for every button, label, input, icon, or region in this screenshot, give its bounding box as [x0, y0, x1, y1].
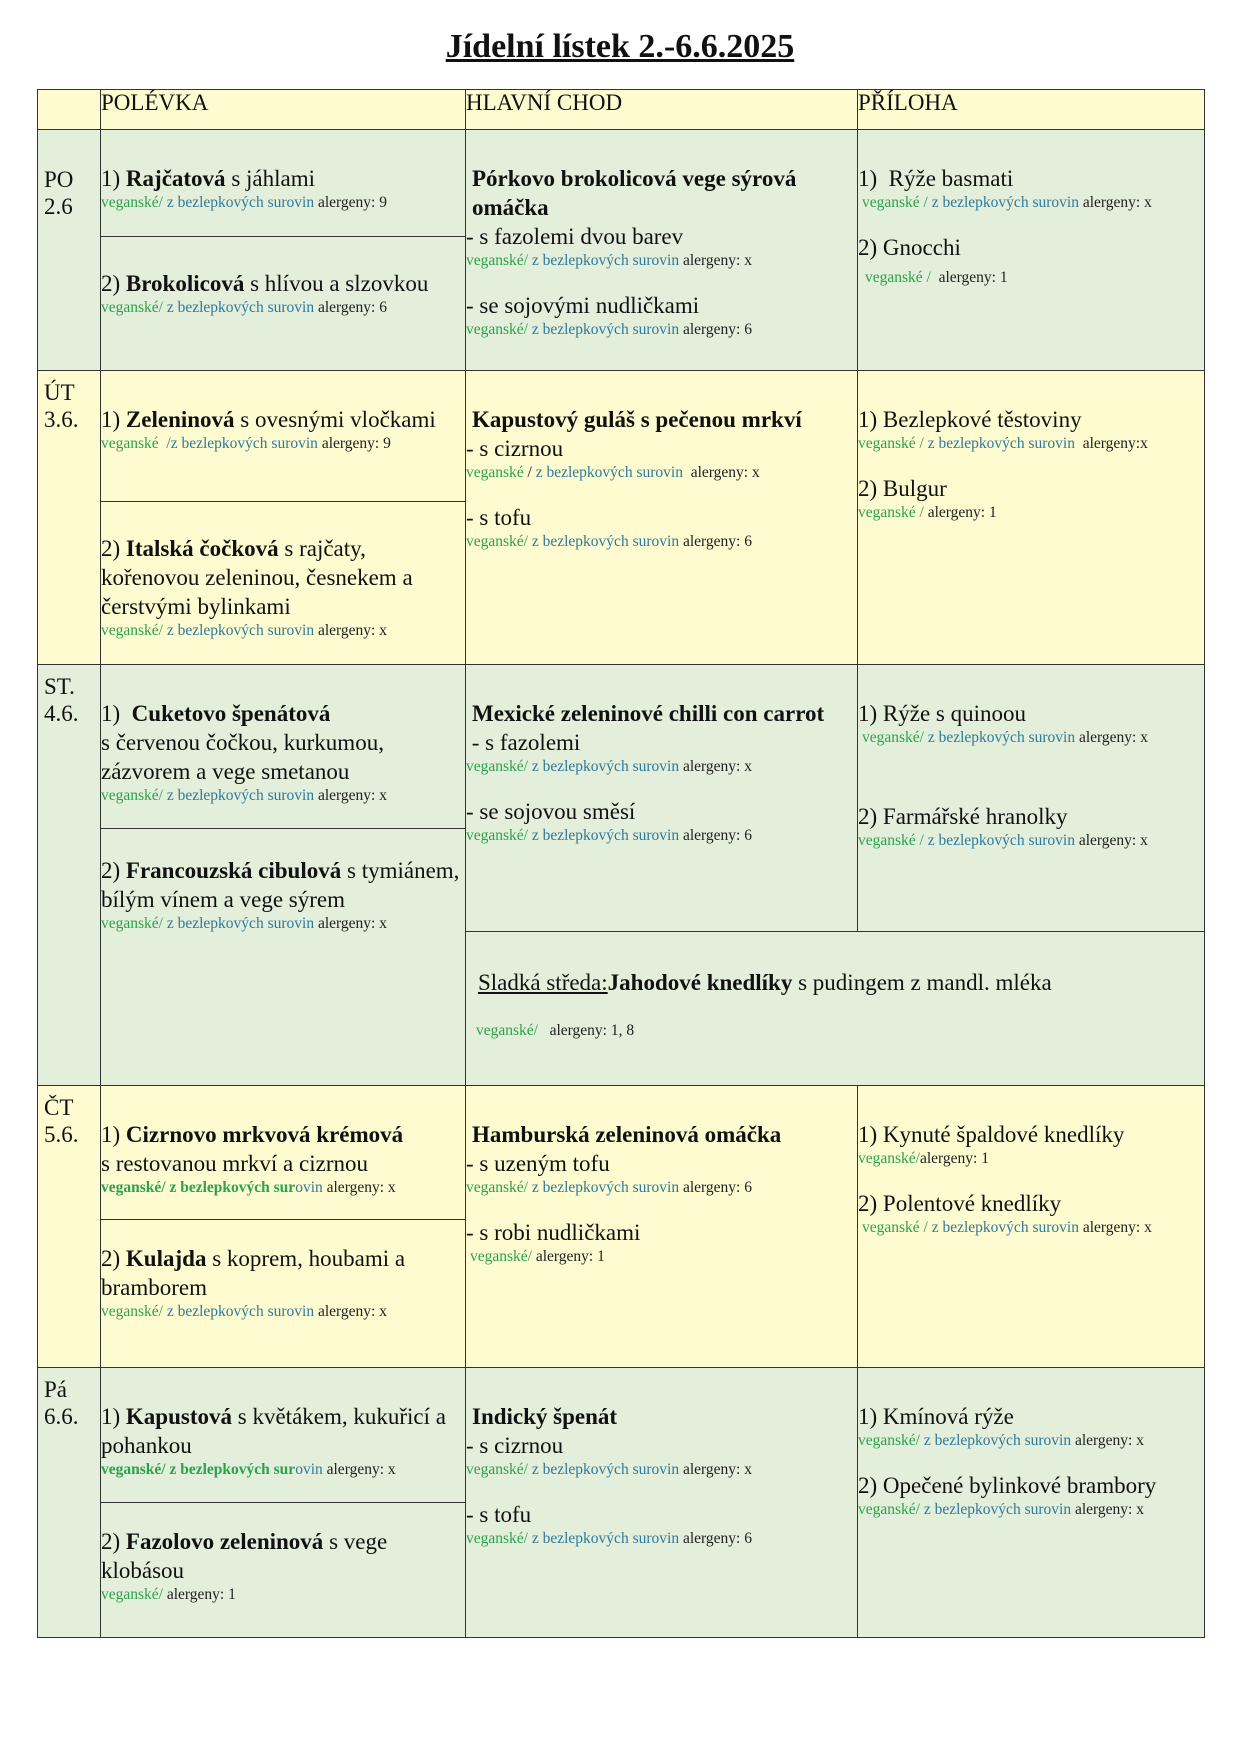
day-date: 2.6: [44, 194, 73, 219]
dish-tags: veganské/alergeny: 1: [858, 1150, 989, 1167]
main-cell: Pórkovo brokolicová vege sýrová omáčka - s fazolemi dvou barev veganské/ z bezlepkových surovin alergeny: x - se sojovými nudličkami veganské/ z bezlepkových surovin alergeny: 6: [466, 130, 858, 371]
day-cell-tuesday: ÚT 3.6.: [38, 371, 101, 665]
soup-cell: 2) Francouzská cibulová s tymiánem, bílým vínem a vege sýrem veganské/ z bezlepkových surovin alergeny: x: [101, 829, 466, 1086]
header-main: HLAVNÍ CHOD: [466, 90, 858, 130]
dish-tags: veganské/ alergeny: 1: [470, 1248, 605, 1265]
dish-tags: veganské / z bezlepkových surovin alergeny: x: [862, 1219, 1152, 1236]
soup-cell: 1) Rajčatová s jáhlami veganské/ z bezlepkových surovin alergeny: 9: [101, 130, 466, 237]
soup-cell: 2) Fazolovo zeleninová s vege klobásou veganské/ alergeny: 1: [101, 1503, 466, 1638]
main-name: Hamburská zeleninová omáčka: [472, 1122, 782, 1147]
dish-tags: veganské/ z bezlepkových surovin alergeny: x: [101, 622, 387, 639]
main-cell: Mexické zeleninové chilli con carrot - s fazolemi veganské/ z bezlepkových surovin alergeny: x - se sojovou směsí veganské/ z bezlepkových surovin alergeny: 6: [466, 665, 858, 932]
sweet-wednesday-cell: Sladká středa:Jahodové knedlíky s pudingem z mandl. mléka veganské/ alergeny: 1, 8: [466, 932, 1205, 1086]
dish-tags: veganské/ z bezlepkových surovin alergeny: x: [466, 1461, 752, 1478]
header-soup: POLÉVKA: [101, 90, 466, 130]
dish-tags: veganské/ z bezlepkových surovin alergeny: 6: [466, 533, 752, 550]
main-name: Pórkovo brokolicová vege sýrová omáčka: [472, 166, 797, 220]
side-cell: 1) Rýže s quinoou veganské/ z bezlepkových surovin alergeny: x 2) Farmářské hranolky veganské / z bezlepkových surovin alergeny: x: [858, 665, 1205, 932]
header-row: [38, 90, 1205, 130]
main-name: Mexické zeleninové chilli con carrot: [472, 701, 825, 726]
monday-row: [38, 130, 1205, 237]
dish-tags: veganské/ z bezlepkových surovin alergeny: x: [101, 1179, 396, 1196]
dish-tags: veganské/ z bezlepkových surovin alergeny: 6: [101, 299, 387, 316]
soup-name: Cizrnovo mrkvová krémová: [125, 1122, 404, 1147]
thursday-row: [38, 1086, 1205, 1220]
wednesday-row: [38, 665, 1205, 829]
soup-name: Rajčatová: [125, 166, 226, 191]
menu-table: [37, 89, 1205, 1638]
soup-cell: 1) Kapustová s květákem, kukuřicí a pohankou veganské/ z bezlepkových surovin alergeny: x: [101, 1368, 466, 1503]
soup-name: Brokolicová: [125, 271, 245, 296]
day-cell-friday: Pá 6.6.: [38, 1368, 101, 1638]
friday-row: [38, 1368, 1205, 1503]
soup-name: Zeleninová: [125, 407, 235, 432]
dish-tags: veganské/ z bezlepkových surovin alergeny: 6: [466, 1530, 752, 1547]
soup-cell: 1) Zeleninová s ovesnými vločkami veganské /z bezlepkových surovin alergeny: 9: [101, 371, 466, 502]
dish-tags: veganské/ z bezlepkových surovin alergeny: x: [466, 252, 752, 269]
tuesday-row: [38, 371, 1205, 502]
soup-name: Kulajda: [125, 1246, 207, 1271]
dish-tags: veganské/ z bezlepkových surovin alergeny: 6: [466, 1179, 752, 1196]
soup-name: Cuketovo špenátová: [131, 701, 331, 726]
dish-tags: veganské/ z bezlepkových surovin alergeny: x: [858, 1432, 1144, 1449]
soup-cell: 2) Kulajda s koprem, houbami a bramborem veganské/ z bezlepkových surovin alergeny: x: [101, 1220, 466, 1368]
main-name: Indický špenát: [472, 1404, 618, 1429]
dish-tags: veganské /z bezlepkových surovin alergeny: 9: [101, 435, 391, 452]
soup-cell: 2) Italská čočková s rajčaty, kořenovou zeleninou, česnekem a čerstvými bylinkami veganské/ z bezlepkových surovin alergeny: x: [101, 502, 466, 665]
dish-tags: veganské/ z bezlepkových surovin alergeny: x: [101, 915, 387, 932]
main-cell: Hamburská zeleninová omáčka - s uzeným tofu veganské/ z bezlepkových surovin alergeny: 6 - s robi nudličkami veganské/ alergeny: 1: [466, 1086, 858, 1368]
dish-tags: veganské / z bezlepkových surovin alergeny:x: [858, 435, 1148, 452]
dish-tags: veganské/ z bezlepkových surovin alergeny: x: [862, 729, 1148, 746]
main-cell: Kapustový guláš s pečenou mrkví - s cizrnou veganské / z bezlepkových surovin alergeny: x - s tofu veganské/ z bezlepkových surovin alergeny: 6: [466, 371, 858, 665]
side-cell: 1) Rýže basmati veganské / z bezlepkových surovin alergeny: x 2) Gnocchi veganské / alergeny: 1: [858, 130, 1205, 371]
dish-tags: veganské/ z bezlepkových surovin alergeny: x: [101, 1303, 387, 1320]
dish-tags: veganské/ z bezlepkových surovin alergeny: x: [101, 1461, 396, 1478]
dish-tags: veganské/ z bezlepkových surovin alergeny: 9: [101, 194, 387, 211]
dish-tags: veganské / z bezlepkových surovin alergeny: x: [466, 464, 760, 481]
dish-tags: veganské/ z bezlepkových surovin alergeny: x: [466, 758, 752, 775]
soup-cell: 1) Cizrnovo mrkvová krémová s restovanou mrkví a cizrnou veganské/ z bezlepkových surovin alergeny: x: [101, 1086, 466, 1220]
soup-name: Kapustová: [125, 1404, 233, 1429]
dish-tags: veganské / z bezlepkových surovin alergeny: x: [862, 194, 1152, 211]
day-cell-thursday: ČT 5.6.: [38, 1086, 101, 1368]
day-name: PO: [44, 167, 74, 192]
sweet-name: Jahodové knedlíky: [607, 970, 793, 995]
main-cell: Indický špenát - s cizrnou veganské/ z bezlepkových surovin alergeny: x - s tofu veganské/ z bezlepkových surovin alergeny: 6: [466, 1368, 858, 1638]
side-cell: 1) Bezlepkové těstoviny veganské / z bezlepkových surovin alergeny:x 2) Bulgur veganské / alergeny: 1: [858, 371, 1205, 665]
sweet-label: Sladká středa:: [478, 970, 608, 995]
dish-tags: veganské/ alergeny: 1, 8: [476, 1022, 635, 1039]
soup-cell: 1) Cuketovo špenátová s červenou čočkou, kurkumou, zázvorem a vege smetanou veganské/ z bezlepkových surovin alergeny: x: [101, 665, 466, 829]
soup-cell: 2) Brokolicová s hlívou a slzovkou veganské/ z bezlepkových surovin alergeny: 6: [101, 237, 466, 371]
dish-tags: veganské/ z bezlepkových surovin alergeny: 6: [466, 321, 752, 338]
dish-tags: veganské / alergeny: 1: [865, 269, 1008, 286]
dish-tags: veganské/ z bezlepkových surovin alergeny: x: [101, 787, 387, 804]
main-name: Kapustový guláš s pečenou mrkví: [472, 407, 802, 432]
side-cell: 1) Kmínová rýže veganské/ z bezlepkových surovin alergeny: x 2) Opečené bylinkové brambory veganské/ z bezlepkových surovin alergeny: x: [858, 1368, 1205, 1638]
dish-tags: veganské / z bezlepkových surovin alergeny: x: [858, 832, 1148, 849]
header-day: [38, 90, 101, 130]
side-cell: 1) Kynuté špaldové knedlíky veganské/alergeny: 1 2) Polentové knedlíky veganské / z bezlepkových surovin alergeny: x: [858, 1086, 1205, 1368]
day-cell-wednesday: ST. 4.6.: [38, 665, 101, 1086]
dish-tags: veganské / alergeny: 1: [858, 504, 997, 521]
day-cell-monday: [38, 130, 101, 371]
header-side: PŘÍLOHA: [858, 90, 1205, 130]
soup-name: Francouzská cibulová: [125, 858, 342, 883]
page-title: Jídelní lístek 2.-6.6.2025: [445, 28, 795, 65]
dish-tags: veganské/ alergeny: 1: [101, 1586, 236, 1603]
soup-name: Italská čočková: [125, 536, 279, 561]
dish-tags: veganské/ z bezlepkových surovin alergeny: 6: [466, 827, 752, 844]
soup-name: Fazolovo zeleninová: [125, 1529, 324, 1554]
dish-tags: veganské/ z bezlepkových surovin alergeny: x: [858, 1501, 1144, 1518]
